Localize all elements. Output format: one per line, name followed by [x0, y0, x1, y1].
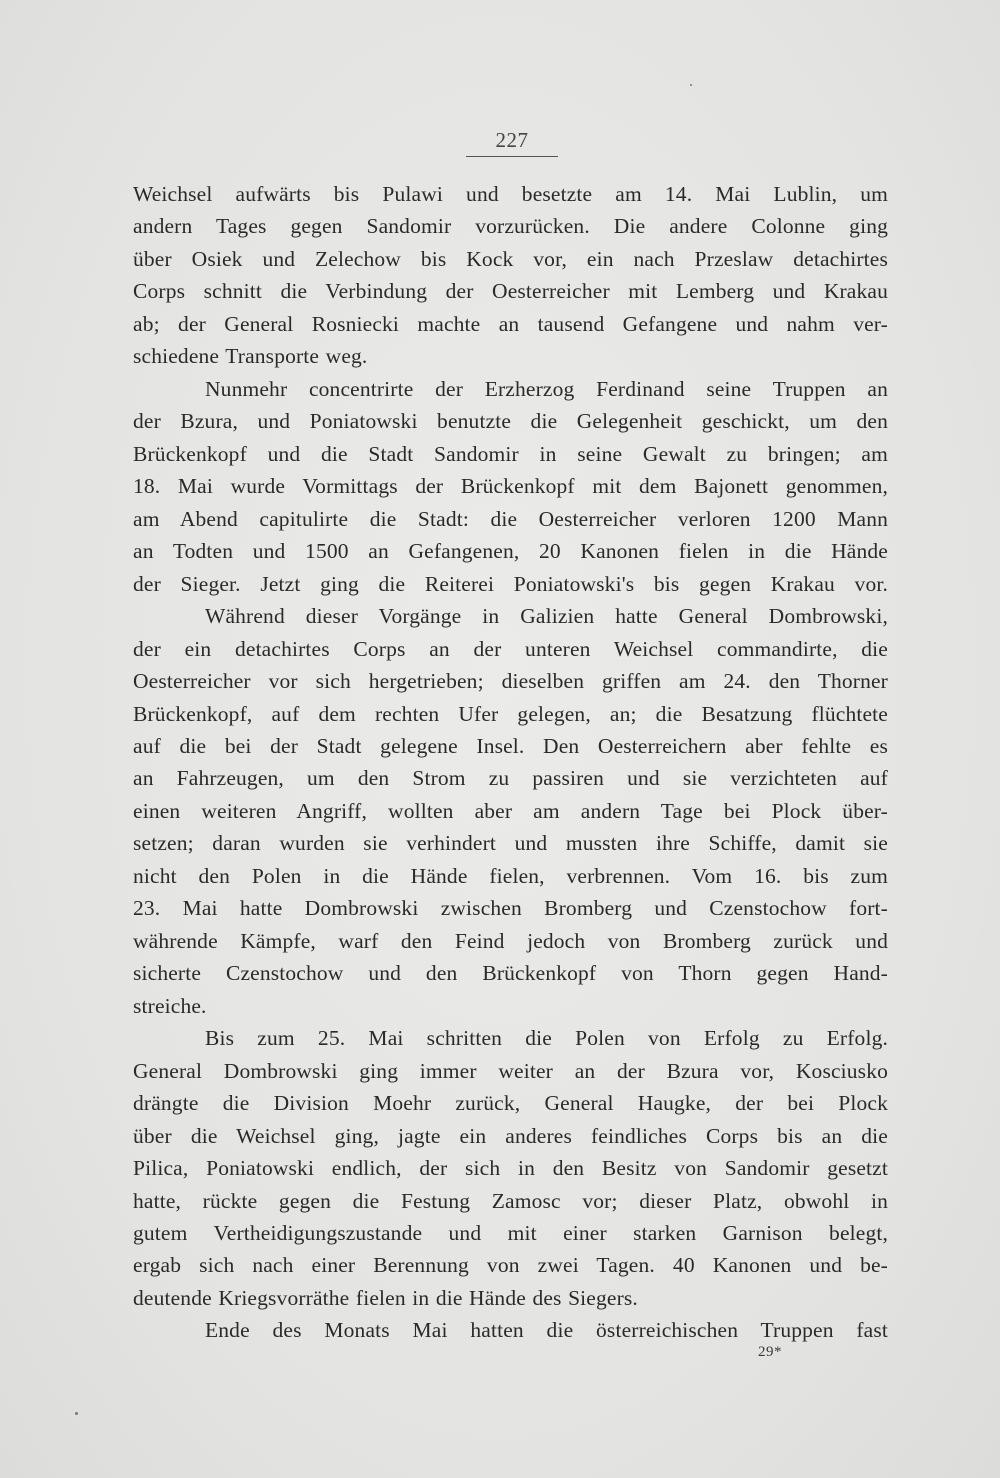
text-line: setzen; daran wurden sie verhindert und mussten ihre Schiffe, damit sie	[133, 831, 888, 856]
text-line: gutem Vertheidigungszustande und mit einer starken Garnison belegt,	[133, 1221, 888, 1245]
signature-mark: 29*	[758, 1344, 782, 1360]
text-line: sicherte Czenstochow und den Brückenkopf von Thorn gegen Hand-	[133, 961, 888, 986]
text-line: einen weiteren Angriff, wollten aber am andern Tage bei Plock über-	[133, 798, 888, 823]
text-line: Nunmehr concentrirte der Erzherzog Ferdinand seine Truppen an	[205, 376, 888, 401]
text-line: Pilica, Poniatowski endlich, der sich in den Besitz von Sandomir gesetzt	[133, 1156, 888, 1181]
text-line: an Fahrzeugen, um den Strom zu passiren und sie verzichteten auf	[133, 766, 888, 791]
text-line: Brückenkopf, auf dem rechten Ufer gelegen, an; die Besatzung flüchtete	[133, 701, 888, 726]
text-line: drängte die Division Moehr zurück, General Haugke, der bei Plock	[133, 1091, 888, 1116]
text-line: auf die bei der Stadt gelegene Insel. Den Oesterreichern aber fehlte es	[133, 733, 888, 758]
text-line: ab; der General Rosniecki machte an tausend Gefangene und nahm ver-	[133, 311, 888, 336]
text-line: währende Kämpfe, warf den Feind jedoch von Bromberg zurück und	[133, 928, 888, 953]
text-line: Oesterreicher vor sich hergetrieben; dieselben griffen am 24. den Thorner	[133, 669, 888, 694]
text-line: deutende Kriegsvorräthe fielen in die Hände des Siegers.	[133, 1285, 638, 1310]
text-line: Während dieser Vorgänge in Galizien hatte General Dombrowski,	[205, 604, 888, 629]
page-number-rule	[466, 156, 558, 157]
text-line: nicht den Polen in die Hände fielen, verbrennen. Vom 16. bis zum	[133, 863, 888, 888]
text-line: der Sieger. Jetzt ging die Reiterei Poniatowski's bis gegen Krakau vor.	[133, 571, 888, 596]
text-line: über Osiek und Zelechow bis Kock vor, ein nach Przeslaw detachirtes	[133, 246, 888, 271]
text-line: General Dombrowski ging immer weiter an der Bzura vor, Kosciusko	[133, 1058, 888, 1083]
text-line: über die Weichsel ging, jagte ein anderes feindliches Corps bis an die	[133, 1123, 888, 1148]
text-line: schiedene Transporte weg.	[133, 344, 368, 369]
text-line: Ende des Monats Mai hatten die österreichischen Truppen fast	[205, 1318, 888, 1343]
body-text	[133, 178, 888, 1347]
text-line: an Todten und 1500 an Gefangenen, 20 Kanonen fielen in die Hände	[133, 539, 888, 564]
text-line: ergab sich nach einer Berennung von zwei Tagen. 40 Kanonen und be-	[133, 1253, 888, 1278]
paper-speck	[75, 1412, 78, 1415]
text-line: 23. Mai hatte Dombrowski zwischen Bromberg und Czenstochow fort-	[133, 896, 888, 921]
text-line: 18. Mai wurde Vormittags der Brückenkopf mit dem Bajonett genommen,	[133, 474, 888, 499]
text-line: Brückenkopf und die Stadt Sandomir in seine Gewalt zu bringen; am	[133, 441, 888, 466]
paper-speck	[690, 84, 692, 86]
text-line: hatte, rückte gegen die Festung Zamosc vor; dieser Platz, obwohl in	[133, 1188, 888, 1213]
text-line: streiche.	[133, 993, 207, 1018]
page-number: 227	[495, 128, 529, 152]
text-line: Bis zum 25. Mai schritten die Polen von Erfolg zu Erfolg.	[205, 1026, 888, 1051]
text-line: der Bzura, und Poniatowski benutzte die Gelegenheit geschickt, um den	[133, 409, 888, 434]
text-line: am Abend capitulirte die Stadt: die Oesterreicher verloren 1200 Mann	[133, 506, 888, 531]
text-line: Weichsel aufwärts bis Pulawi und besetzte am 14. Mai Lublin, um	[133, 182, 888, 206]
text-line: der ein detachirtes Corps an der unteren Weichsel commandirte, die	[133, 636, 888, 661]
text-line: Corps schnitt die Verbindung der Oesterreicher mit Lemberg und Krakau	[133, 279, 888, 304]
text-line: andern Tages gegen Sandomir vorzurücken. Die andere Colonne ging	[133, 214, 888, 239]
